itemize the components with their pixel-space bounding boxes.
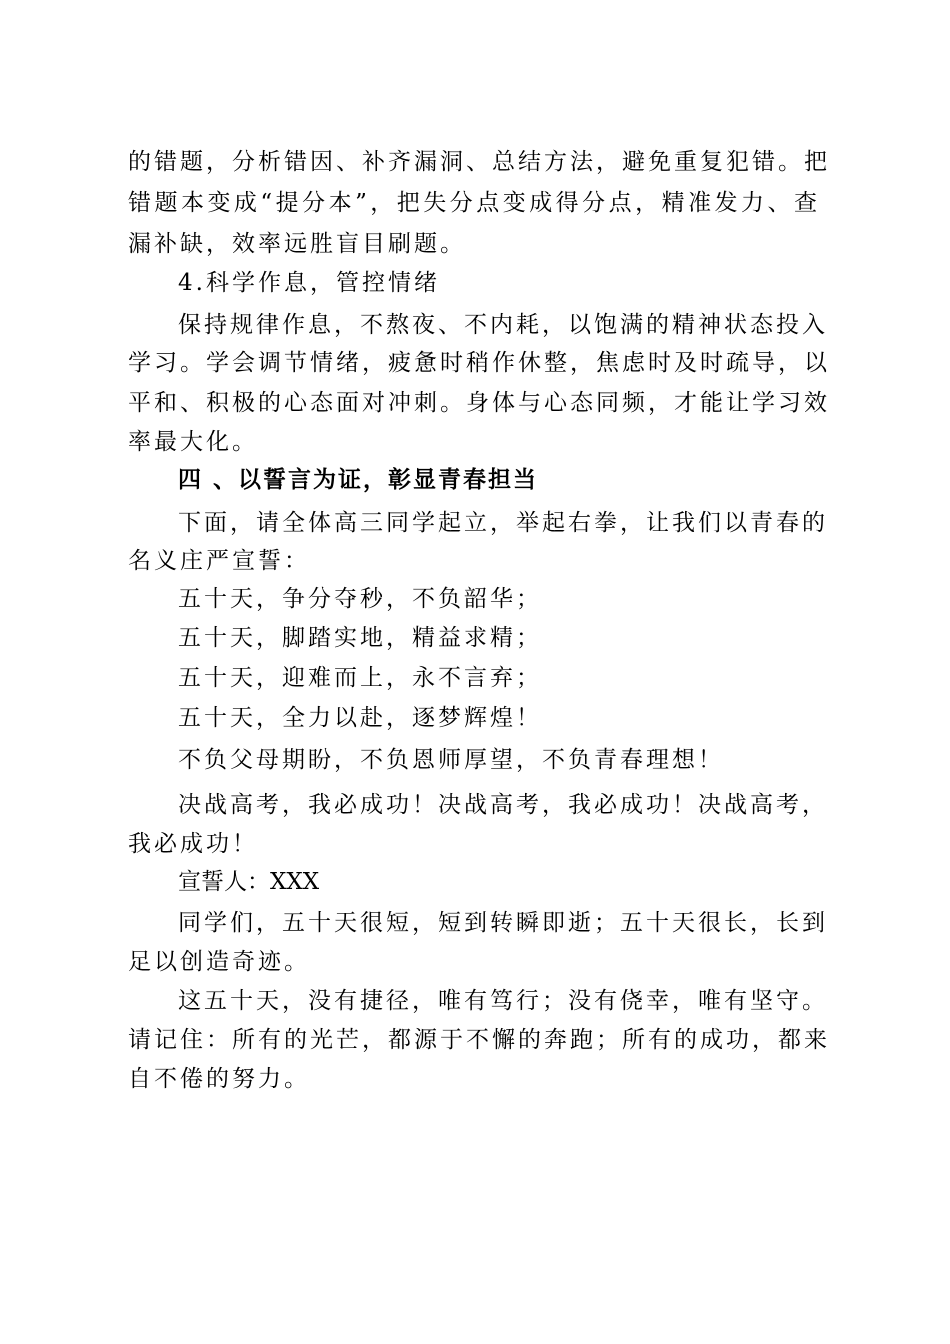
body-text-line: 率最大化。 [128, 429, 258, 455]
oath-line: 决战高考，我必成功！决战高考，我必成功！决战高考， [178, 792, 828, 818]
body-text-line: 错题本变成“提分本”，把失分点变成得分点，精准发力、查 [128, 190, 820, 216]
body-text-line: 这五十天，没有捷径，唯有笃行；没有侥幸，唯有坚守。 [178, 988, 828, 1014]
oath-line: 不负父母期盼，不负恩师厚望，不负青春理想！ [178, 747, 724, 773]
body-text-line: 的错题，分析错因、补齐漏洞、总结方法，避免重复犯错。把 [128, 149, 830, 175]
body-text-line: 请记住：所有的光芒，都源于不懈的奔跑；所有的成功，都来 [128, 1027, 830, 1053]
body-text-line: 下面，请全体高三同学起立，举起右拳，让我们以青春的 [178, 510, 828, 536]
oath-line: 五十天，脚踏实地，精益求精； [178, 625, 542, 651]
oath-line: 五十天，迎难而上，永不言弃； [178, 665, 542, 691]
oath-signer: 宣誓人：XXX [178, 869, 320, 895]
body-text-line: 名义庄严宣誓： [128, 548, 310, 574]
body-text-line: 学习。学会调节情绪，疲惫时稍作休整，焦虑时及时疏导，以 [128, 350, 830, 376]
body-text-line: 同学们，五十天很短，短到转瞬即逝；五十天很长，长到 [178, 910, 828, 936]
body-text-line: 保持规律作息，不熬夜、不内耗，以饱满的精神状态投入 [178, 312, 828, 338]
body-text-line: 漏补缺，效率远胜盲目刷题。 [128, 231, 466, 257]
subheading: 4.科学作息，管控情绪 [178, 270, 440, 296]
section-heading: 四 、以誓言为证，彰显青春担当 [178, 466, 539, 493]
oath-line: 五十天，争分夺秒，不负韶华； [178, 586, 542, 612]
body-text-line: 足以创造奇迹。 [128, 949, 310, 975]
oath-line: 我必成功！ [128, 831, 258, 857]
body-text-line: 自不倦的努力。 [128, 1066, 310, 1092]
oath-line: 五十天，全力以赴，逐梦辉煌！ [178, 705, 542, 731]
body-text-line: 平和、积极的心态面对冲刺。身体与心态同频，才能让学习效 [128, 390, 830, 416]
